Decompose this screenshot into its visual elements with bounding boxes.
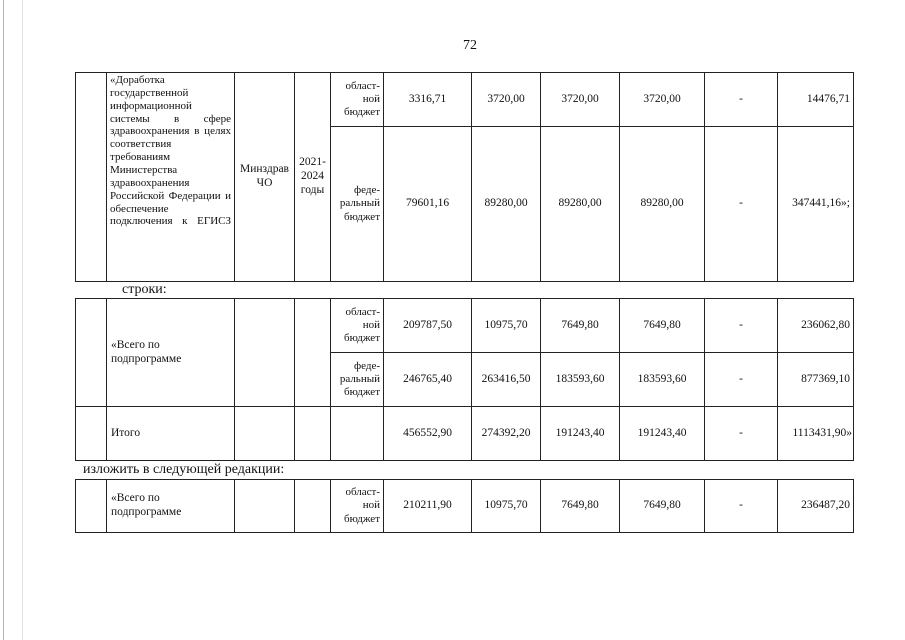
value-cell: 191243,40 xyxy=(620,407,705,461)
value-cell: 183593,60 xyxy=(541,353,620,407)
table-row xyxy=(76,480,854,533)
value-cell: 7649,80 xyxy=(541,480,620,533)
table-row xyxy=(76,73,854,127)
value-cell: 89280,00 xyxy=(472,127,541,282)
total-cell: 347441,16»; xyxy=(778,127,854,282)
period-cell xyxy=(295,480,331,533)
itogo-label: Итого xyxy=(107,407,235,461)
table-total-new xyxy=(75,479,854,533)
period-cell xyxy=(295,299,331,407)
value-cell: - xyxy=(705,480,778,533)
value-cell: - xyxy=(705,73,778,127)
funding-source: област-ной бюджет xyxy=(331,73,384,127)
value-cell: - xyxy=(705,353,778,407)
executor-cell: Минздрав ЧО xyxy=(235,73,295,282)
period-cell xyxy=(295,407,331,461)
subprogram-label: «Всего по подпрограмме xyxy=(107,480,235,533)
value-cell: 274392,20 xyxy=(472,407,541,461)
value-cell: 3720,00 xyxy=(472,73,541,127)
page-edge-line-faint xyxy=(22,0,23,640)
value-cell: 210211,90 xyxy=(384,480,472,533)
table-row-itogo xyxy=(76,407,854,461)
value-cell: - xyxy=(705,127,778,282)
page-edge-line xyxy=(3,0,4,640)
index-cell xyxy=(76,299,107,407)
measure-description: «Доработка государственной информационной системы в сфере здравоохранения в целях соответствия требованиям Министерства здравоохранения Российской Федерации и обеспечение подключения к ЕГИСЗ xyxy=(107,73,235,282)
value-cell: 79601,16 xyxy=(384,127,472,282)
total-cell: 1113431,90» xyxy=(778,407,854,461)
executor-cell xyxy=(235,480,295,533)
value-cell: 183593,60 xyxy=(620,353,705,407)
period-cell: 2021-2024 годы xyxy=(295,73,331,282)
value-cell: 3316,71 xyxy=(384,73,472,127)
value-cell: 7649,80 xyxy=(620,480,705,533)
value-cell: 89280,00 xyxy=(541,127,620,282)
value-cell: 456552,90 xyxy=(384,407,472,461)
total-cell: 877369,10 xyxy=(778,353,854,407)
funding-source xyxy=(331,407,384,461)
index-cell xyxy=(76,73,107,282)
table-egisz xyxy=(75,72,854,282)
funding-source: област-ной бюджет xyxy=(331,480,384,533)
executor-cell xyxy=(235,299,295,407)
value-cell: 191243,40 xyxy=(541,407,620,461)
value-cell: 89280,00 xyxy=(620,127,705,282)
index-cell xyxy=(76,480,107,533)
value-cell: - xyxy=(705,407,778,461)
value-cell: 263416,50 xyxy=(472,353,541,407)
table-row xyxy=(76,299,854,353)
total-cell: 236062,80 xyxy=(778,299,854,353)
executor-cell xyxy=(235,407,295,461)
value-cell: 7649,80 xyxy=(620,299,705,353)
value-cell: 3720,00 xyxy=(541,73,620,127)
label-edition: изложить в следующей редакции: xyxy=(83,462,285,477)
value-cell: 3720,00 xyxy=(620,73,705,127)
total-cell: 236487,20 xyxy=(778,480,854,533)
total-cell: 14476,71 xyxy=(778,73,854,127)
page-number: 72 xyxy=(463,38,477,53)
value-cell: 7649,80 xyxy=(541,299,620,353)
funding-source: феде-ральный бюджет xyxy=(331,353,384,407)
funding-source: феде-ральный бюджет xyxy=(331,127,384,282)
value-cell: 246765,40 xyxy=(384,353,472,407)
index-cell xyxy=(76,407,107,461)
value-cell: - xyxy=(705,299,778,353)
subprogram-label: «Всего по подпрограмме xyxy=(107,299,235,407)
value-cell: 10975,70 xyxy=(472,480,541,533)
label-rows: строки: xyxy=(122,282,167,297)
value-cell: 10975,70 xyxy=(472,299,541,353)
value-cell: 209787,50 xyxy=(384,299,472,353)
table-total-old xyxy=(75,298,854,461)
funding-source: област-ной бюджет xyxy=(331,299,384,353)
